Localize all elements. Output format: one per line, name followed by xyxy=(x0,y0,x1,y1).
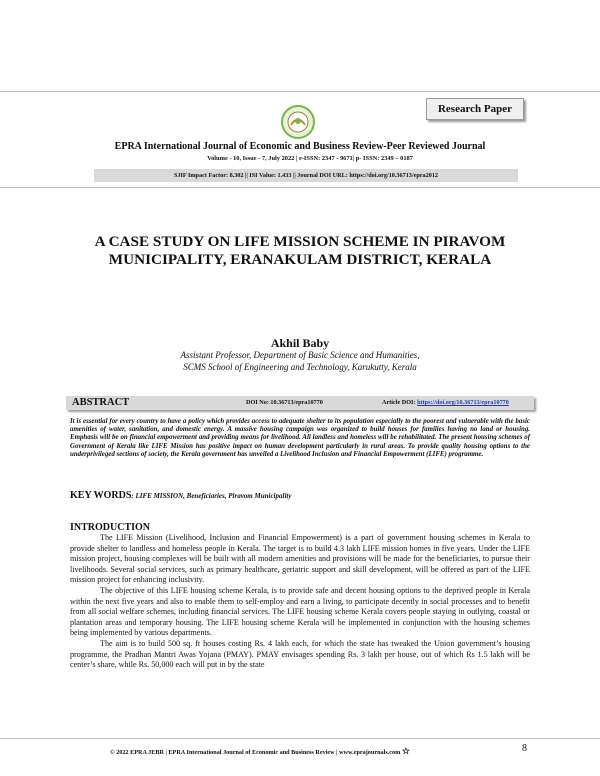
keywords-label: KEY WORDS xyxy=(70,490,132,501)
footer-text xyxy=(110,746,510,757)
doi-number: DOI No: 10.36713/epra10770 xyxy=(246,399,323,406)
page-number: 8 xyxy=(522,743,527,754)
star-icon: ☆ xyxy=(401,746,410,756)
abstract-text: It is essential for every country to have a policy which provides access to adequate shelter to its population especially to the poorest and vulnerable with the basic amenities of water, sanitation, and domestic energy. A massive housing campaign was organized to build houses for families having no land or housing. Emphasis will be on financial empowerment and providing means for livelihood. All landless and homeless will be rehabilitated. The present housing schemes of Government of Kerala like LIFE Mission has positive impact on human development particularly in rural areas. To provide quality housing options to the underprivileged sections of society, the Kerala government has unveiled a Livelihood Inclusion and Financial Empowerment (LIFE) programme. xyxy=(70,418,530,458)
article-doi xyxy=(382,399,509,406)
author-name: Akhil Baby xyxy=(270,336,330,350)
abstract-label: ABSTRACT xyxy=(72,397,130,408)
top-rule xyxy=(0,91,600,92)
epra-logo-icon xyxy=(280,104,316,140)
journal-title: EPRA International Journal of Economic and Business Review-Peer Reviewed Journal xyxy=(114,141,486,152)
intro-paragraph-1: The LIFE Mission (Livelihood, Inclusion and Financial Empowerment) is a part of government housing schemes in Kerala to provide shelter to landless and homeless people in Kerala. The target is to build 4.3 lakh LIFE mission homes in five years. Under the LIFE mission project, housing complexes will be built with all modern amenities and provisions will be made for the beneficiaries, to pursue their livelihoods. Several social services, such as primary healthcare, geriatric support and skill development, will be offered as part of the LIFE mission project for enhancing inclusivity. xyxy=(70,533,530,585)
research-paper-badge: Research Paper xyxy=(426,98,524,120)
keywords xyxy=(70,490,291,501)
intro-paragraph-2: The objective of this LIFE housing scheme Kerala, is to provide safe and decent housing options to the deprived people in Kerala within the next five years and also to enable them to self-employ and earn a living, to participate decently in social processes and to benefit from all social welfare schemes, including financial services. The LIFE housing scheme Kerala covers people staying in outlying, coastal or plantation areas and temporary housing. The LIFE housing scheme Kerala will be implemented in conjunction with the housing schemes being implemented by various departments. xyxy=(70,585,530,638)
intro-paragraph-3: The aim is to build 500 sq. ft houses costing Rs. 4 lakh each, for which the state has tweaked the Union government’s housing programme, the Pradhan Mantri Awas Yojana (PMAY). PMAY envisages spending Rs. 3 lakh per house, out of which Rs 1.5 lakh will be center’s share, while Rs. 50,000 each will put in by the state xyxy=(70,638,530,670)
footer-rule xyxy=(0,738,600,739)
paper-title: A CASE STUDY ON LIFE MISSION SCHEME IN PIRAVOM MUNICIPALITY, ERANAKULAM DISTRICT, KERALA xyxy=(94,233,506,268)
footer-citation: © 2022 EPRA JEBR | EPRA International Journal of Economic and Business Review | www.eprajournals.com xyxy=(110,749,401,756)
author-affiliation xyxy=(0,349,600,373)
affiliation-line-2: SCMS School of Engineering and Technology, Karukutty, Kerala xyxy=(183,362,417,372)
introduction-heading: INTRODUCTION xyxy=(70,522,151,533)
keywords-list: : LIFE MISSION, Beneficiaries, Piravom Municipality xyxy=(131,492,292,500)
introduction-body xyxy=(70,533,530,671)
impact-bar: SJIF Impact Factor: 8.302 || ISI Value: 1.433 || Journal DOI URL: https://doi.org/10.36713/epra2012 xyxy=(94,169,518,182)
article-doi-link[interactable]: https://doi.org/10.36713/epra10770 xyxy=(417,399,509,406)
article-doi-label: Article DOI: xyxy=(382,399,416,406)
header-bottom-rule xyxy=(0,187,600,188)
affiliation-line-1: Assistant Professor, Department of Basic Science and Humanities, xyxy=(180,350,420,360)
volume-info: Volume - 10, Issue - 7, July 2022 | e-ISSN: 2347 - 9671| p- ISSN: 2349 – 0187 xyxy=(207,155,413,162)
